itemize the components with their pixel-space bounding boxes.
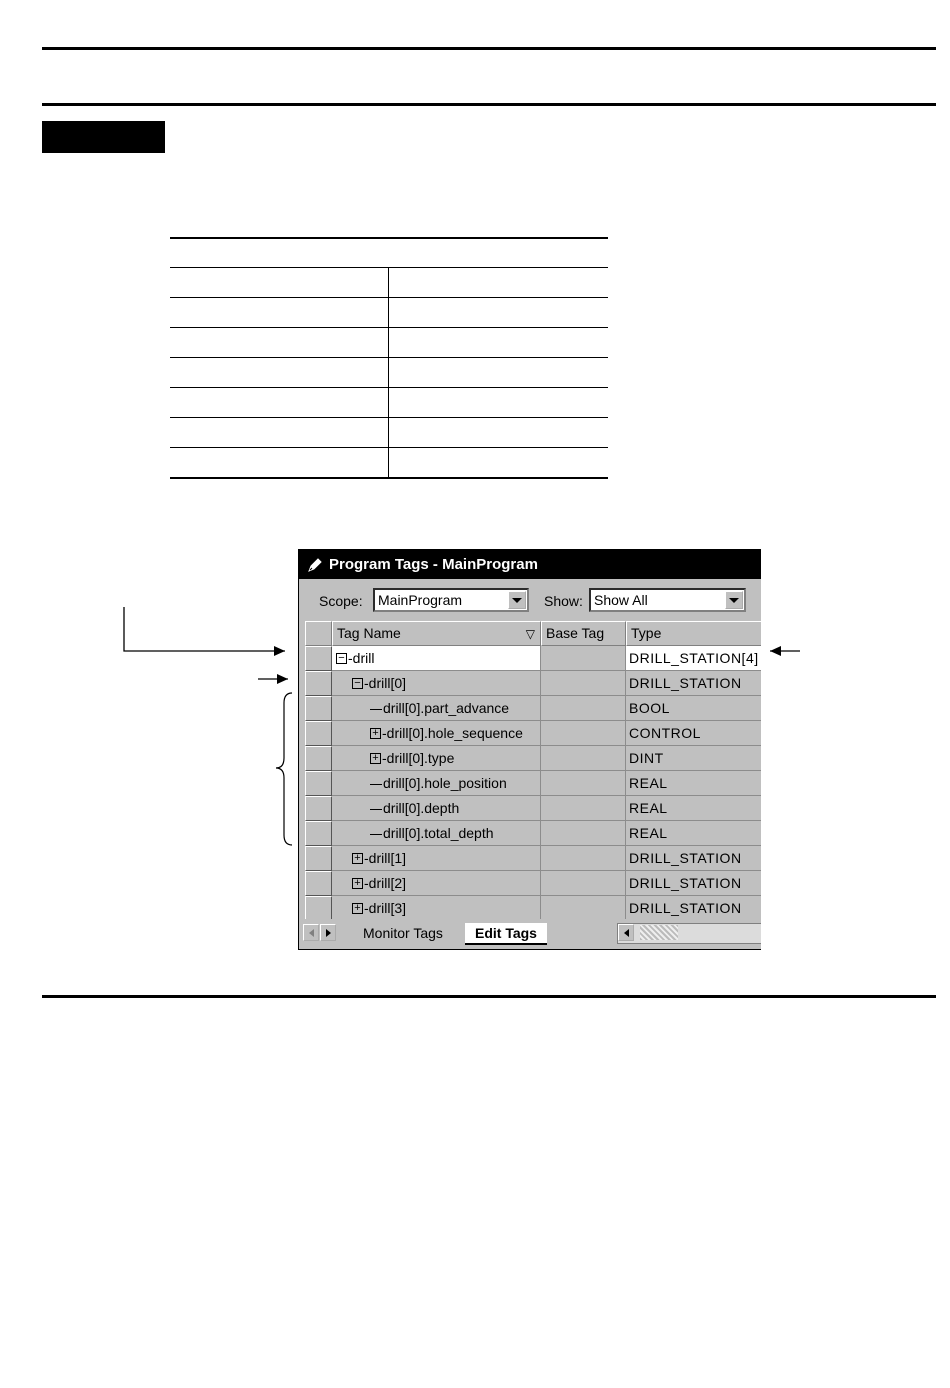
column-header-base-tag[interactable] bbox=[541, 621, 626, 646]
top-rule bbox=[42, 47, 936, 50]
expand-icon[interactable]: + bbox=[352, 878, 363, 889]
tag-name-text: drill[0].total_depth bbox=[383, 825, 494, 841]
chevron-down-icon[interactable] bbox=[725, 591, 743, 609]
row-selector[interactable] bbox=[305, 896, 332, 921]
header-rule bbox=[42, 103, 936, 106]
reference-table-row bbox=[170, 418, 608, 448]
base-tag-cell[interactable] bbox=[541, 696, 626, 721]
window-title: Program Tags - MainProgram bbox=[329, 556, 538, 573]
toolbar bbox=[299, 579, 761, 622]
tree-connector bbox=[370, 834, 382, 835]
tag-name-text: -drill[1] bbox=[364, 850, 407, 866]
column-header-label: Tag Name bbox=[337, 625, 401, 641]
column-header-label: Base Tag bbox=[546, 625, 605, 641]
arrowhead-icon bbox=[277, 674, 288, 684]
column-header-label: Type bbox=[631, 625, 662, 641]
tag-name-cell[interactable] bbox=[332, 896, 541, 921]
base-tag-cell[interactable] bbox=[541, 646, 626, 671]
scope-value: MainProgram bbox=[378, 592, 463, 608]
tag-name-cell[interactable] bbox=[332, 846, 541, 871]
tab-edit-tags[interactable]: Edit Tags bbox=[465, 923, 547, 945]
table-row[interactable] bbox=[305, 646, 761, 671]
tag-name-text: -drill[0].type bbox=[382, 750, 455, 766]
reference-table-row bbox=[170, 268, 608, 298]
row-selector[interactable] bbox=[305, 771, 332, 796]
base-tag-cell[interactable] bbox=[541, 671, 626, 696]
reference-table-title-row bbox=[170, 238, 608, 268]
row-selector[interactable] bbox=[305, 646, 332, 671]
expand-icon[interactable]: + bbox=[370, 753, 381, 764]
tab-monitor-tags[interactable]: Monitor Tags bbox=[363, 925, 443, 941]
tag-name-text: -drill[0] bbox=[364, 675, 407, 691]
section-tab bbox=[42, 121, 165, 153]
row-selector[interactable] bbox=[305, 821, 332, 846]
table-row[interactable] bbox=[305, 746, 761, 771]
table-row[interactable] bbox=[305, 696, 761, 721]
reference-table-row bbox=[170, 388, 608, 418]
reference-table bbox=[170, 237, 608, 479]
tag-name-cell[interactable] bbox=[332, 746, 541, 771]
scope-label: Scope: bbox=[319, 593, 363, 609]
tag-name-cell[interactable] bbox=[332, 771, 541, 796]
tree-connector bbox=[370, 709, 382, 710]
tag-grid bbox=[305, 621, 761, 921]
show-value: Show All bbox=[594, 592, 648, 608]
tag-name-cell[interactable] bbox=[332, 871, 541, 896]
type-cell[interactable]: DRILL_STATION bbox=[626, 846, 761, 871]
tag-name-text: -drill[3] bbox=[364, 900, 407, 916]
base-tag-cell[interactable] bbox=[541, 871, 626, 896]
header-corner[interactable] bbox=[305, 621, 332, 646]
reference-table-row bbox=[170, 298, 608, 328]
grid-header bbox=[305, 621, 761, 646]
callout-line-array bbox=[124, 607, 285, 651]
type-cell[interactable]: BOOL bbox=[626, 696, 761, 721]
type-cell[interactable]: REAL bbox=[626, 771, 761, 796]
tag-name-cell[interactable] bbox=[332, 721, 541, 746]
pencil-icon bbox=[307, 557, 323, 573]
row-selector[interactable] bbox=[305, 721, 332, 746]
table-row[interactable] bbox=[305, 796, 761, 821]
base-tag-cell[interactable] bbox=[541, 896, 626, 921]
type-cell[interactable]: CONTROL bbox=[626, 721, 761, 746]
row-selector[interactable] bbox=[305, 871, 332, 896]
type-cell[interactable]: DRILL_STATION bbox=[626, 871, 761, 896]
type-cell[interactable]: DRILL_STATION[4] bbox=[626, 646, 761, 671]
type-cell[interactable]: DINT bbox=[626, 746, 761, 771]
type-cell[interactable]: DRILL_STATION bbox=[626, 671, 761, 696]
table-row[interactable] bbox=[305, 846, 761, 871]
base-tag-cell[interactable] bbox=[541, 771, 626, 796]
show-select[interactable] bbox=[589, 588, 746, 612]
table-row[interactable] bbox=[305, 896, 761, 921]
scroll-left-icon[interactable] bbox=[618, 924, 634, 941]
expand-icon[interactable]: + bbox=[352, 853, 363, 864]
chevron-down-icon[interactable] bbox=[508, 591, 526, 609]
tab-bar bbox=[299, 919, 761, 949]
member-brace bbox=[276, 693, 292, 845]
type-cell[interactable]: REAL bbox=[626, 821, 761, 846]
tab-scroll-left-icon[interactable] bbox=[303, 924, 319, 941]
tag-name-cell[interactable] bbox=[332, 696, 541, 721]
sort-filter-icon[interactable]: ▽ bbox=[525, 627, 535, 641]
scope-select[interactable] bbox=[373, 588, 529, 612]
tree-connector bbox=[370, 809, 382, 810]
grid-body bbox=[305, 646, 761, 921]
row-selector[interactable] bbox=[305, 671, 332, 696]
reference-table-row bbox=[170, 448, 608, 479]
row-selector[interactable] bbox=[305, 696, 332, 721]
column-header-tag-name[interactable] bbox=[332, 621, 541, 646]
program-tags-window bbox=[298, 549, 761, 950]
tag-name-text: -drill[0].hole_sequence bbox=[382, 725, 523, 741]
tree-connector bbox=[370, 784, 382, 785]
arrowhead-icon bbox=[770, 646, 781, 656]
column-header-type[interactable] bbox=[626, 621, 761, 646]
tab-scroll-right-icon[interactable] bbox=[320, 924, 336, 941]
tag-name-cell[interactable] bbox=[332, 821, 541, 846]
table-row[interactable] bbox=[305, 721, 761, 746]
title-bar[interactable] bbox=[299, 550, 761, 579]
base-tag-cell[interactable] bbox=[541, 721, 626, 746]
table-row[interactable] bbox=[305, 671, 761, 696]
collapse-icon[interactable]: − bbox=[336, 653, 347, 664]
type-cell[interactable]: REAL bbox=[626, 796, 761, 821]
tag-name-cell[interactable] bbox=[332, 671, 541, 696]
row-selector[interactable] bbox=[305, 846, 332, 871]
bottom-rule bbox=[42, 995, 936, 998]
table-row[interactable] bbox=[305, 871, 761, 896]
row-selector[interactable] bbox=[305, 796, 332, 821]
collapse-icon[interactable]: − bbox=[352, 678, 363, 689]
table-row[interactable] bbox=[305, 771, 761, 796]
expand-icon[interactable]: + bbox=[352, 903, 363, 914]
tag-name-text: drill[0].depth bbox=[383, 800, 460, 816]
type-cell[interactable]: DRILL_STATION bbox=[626, 896, 761, 921]
tag-name-cell[interactable] bbox=[332, 796, 541, 821]
tag-name-text: drill[0].part_advance bbox=[383, 700, 510, 716]
horizontal-scrollbar[interactable] bbox=[617, 923, 761, 944]
expand-icon[interactable]: + bbox=[370, 728, 381, 739]
tag-name-text: -drill bbox=[348, 650, 375, 666]
base-tag-cell[interactable] bbox=[541, 796, 626, 821]
show-label: Show: bbox=[544, 593, 583, 609]
tag-name-text: -drill[2] bbox=[364, 875, 407, 891]
base-tag-cell[interactable] bbox=[541, 821, 626, 846]
reference-table-row bbox=[170, 328, 608, 358]
base-tag-cell[interactable] bbox=[541, 746, 626, 771]
table-row[interactable] bbox=[305, 821, 761, 846]
reference-table-row bbox=[170, 358, 608, 388]
base-tag-cell[interactable] bbox=[541, 846, 626, 871]
tag-name-cell[interactable] bbox=[332, 646, 541, 671]
arrowhead-icon bbox=[274, 646, 285, 656]
scroll-thumb[interactable] bbox=[640, 925, 678, 940]
row-selector[interactable] bbox=[305, 746, 332, 771]
tag-name-text: drill[0].hole_position bbox=[383, 775, 507, 791]
